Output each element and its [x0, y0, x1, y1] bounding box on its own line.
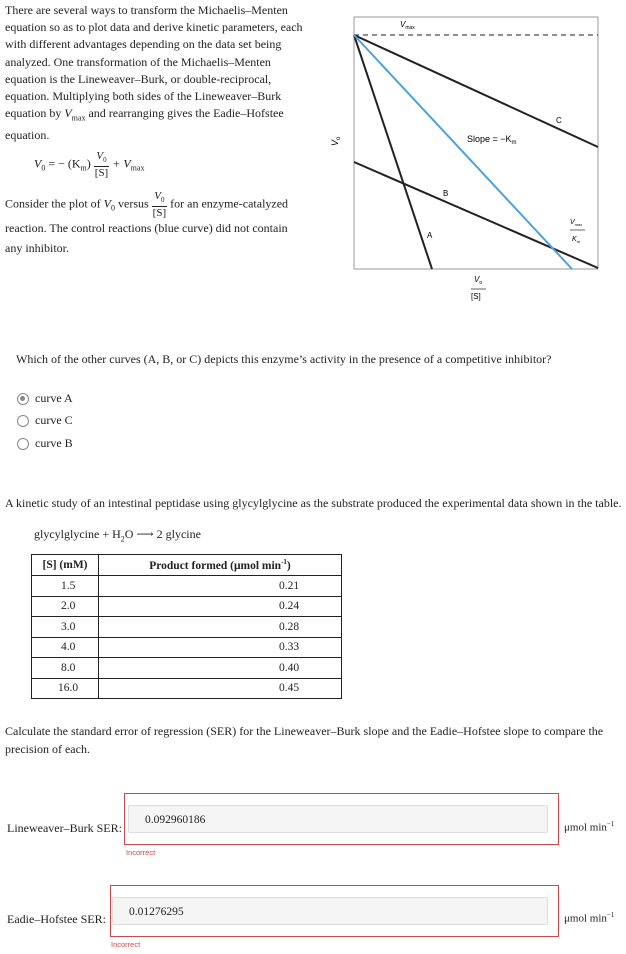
x-axis-label: [471, 275, 486, 301]
curve-a-label: A: [427, 231, 433, 240]
curve-b-label: B: [443, 189, 449, 198]
table-row: 16.0 0.45: [32, 678, 342, 699]
lb-status: Incorrect: [126, 848, 156, 857]
eh-ser-input[interactable]: 0.01276295: [112, 897, 548, 925]
calculate-instructions: Calculate the standard error of regression (SER) for the Lineweaver–Burk slope and the Eadie–Hofstee slope to compare the precision of each.: [5, 724, 604, 756]
control-curve: [354, 35, 572, 269]
radio-selected[interactable]: [17, 393, 29, 405]
table-row: 2.0 0.24: [32, 596, 342, 617]
option-curve-b[interactable]: curve B: [17, 436, 73, 451]
y-axis-label: $V_o$: [330, 136, 342, 146]
table-row: 8.0 0.40: [32, 658, 342, 679]
eadie-hofstee-plot: [330, 10, 610, 310]
reaction-equation: glycylglycine + $H_2O$ ⟶ 2 glycine: [34, 527, 201, 544]
eh-unit: μmol $\min^{-1}$: [564, 911, 615, 925]
kinetic-study-text: A kinetic study of an intestinal peptidase using glycylglycine as the substrate produced the experimental data shown in the table.: [5, 496, 622, 510]
svg-text:Vo: $V_o$: [474, 275, 483, 286]
curve-c: [354, 35, 598, 147]
table-row: 1.5 0.21: [32, 576, 342, 597]
eh-label: Eadie–Hofstee SER:: [7, 912, 106, 926]
curve-b: [354, 162, 598, 268]
table-header-row: [32, 555, 342, 576]
vmax-top-label: $V_{max}$: [400, 20, 415, 31]
radio[interactable]: [17, 438, 29, 450]
table-row: 4.0 0.33: [32, 637, 342, 658]
consider-paragraph: Consider the plot of $V_0$ versus $\frac{V_0}{[S]}$ for an enzyme-catalyzed reaction. The control reactions (blue curve) did not contain any inhibitor.: [5, 190, 289, 255]
data-table: [31, 554, 342, 699]
question-text: Which of the other curves (A, B, or C) depicts this enzyme’s activity in the presence of a competitive inhibitor?: [16, 352, 552, 366]
option-curve-c[interactable]: curve C: [17, 413, 73, 428]
slope-label: Slope = $-K_m$: [467, 134, 517, 146]
curve-a: [354, 35, 432, 269]
lb-unit: μmol $\min^{-1}$: [564, 820, 615, 834]
equation-fraction: $\frac{V_0}{[S]}$: [94, 150, 109, 180]
x-intercept-label: [570, 219, 585, 244]
svg-text:Km: $K_m$: [572, 236, 581, 244]
consider-fraction: $\frac{V_0}{[S]}$: [152, 190, 167, 220]
svg-text:Vmax: $V_{max}$: [570, 219, 583, 227]
svg-text:[S]: [S]: [471, 292, 481, 301]
table-header: Product formed (μmol $\min^{-1}$): [99, 555, 342, 576]
lb-ser-input[interactable]: 0.092960186: [128, 805, 548, 833]
option-curve-a[interactable]: curve A: [17, 391, 73, 406]
intro-paragraph: There are several ways to transform the Michaelis–Menten equation so as to plot data and derive kinetic parameters, each with different advantages depending on the data set being analyzed. One transformation of the Michaelis–Menten equation is the Lineweaver–Burk, or double-reciprocal, equation. Multiplying both sides of the Lineweaver–Burk equation by $V_{max}$ and rearranging gives the Eadie–Hofstee equation.: [5, 3, 303, 142]
eh-status: Incorrect: [111, 940, 141, 949]
eadie-hofstee-equation: $V_0$ = − $(K_m)$ $\frac{V_0}{[S]}$ + $V_{max}$: [34, 150, 145, 180]
table-header: [S] (mM): [32, 555, 99, 576]
lb-label: Lineweaver–Burk SER:: [7, 821, 122, 835]
table-row: 3.0 0.28: [32, 617, 342, 638]
curve-c-label: C: [556, 116, 562, 125]
radio[interactable]: [17, 415, 29, 427]
